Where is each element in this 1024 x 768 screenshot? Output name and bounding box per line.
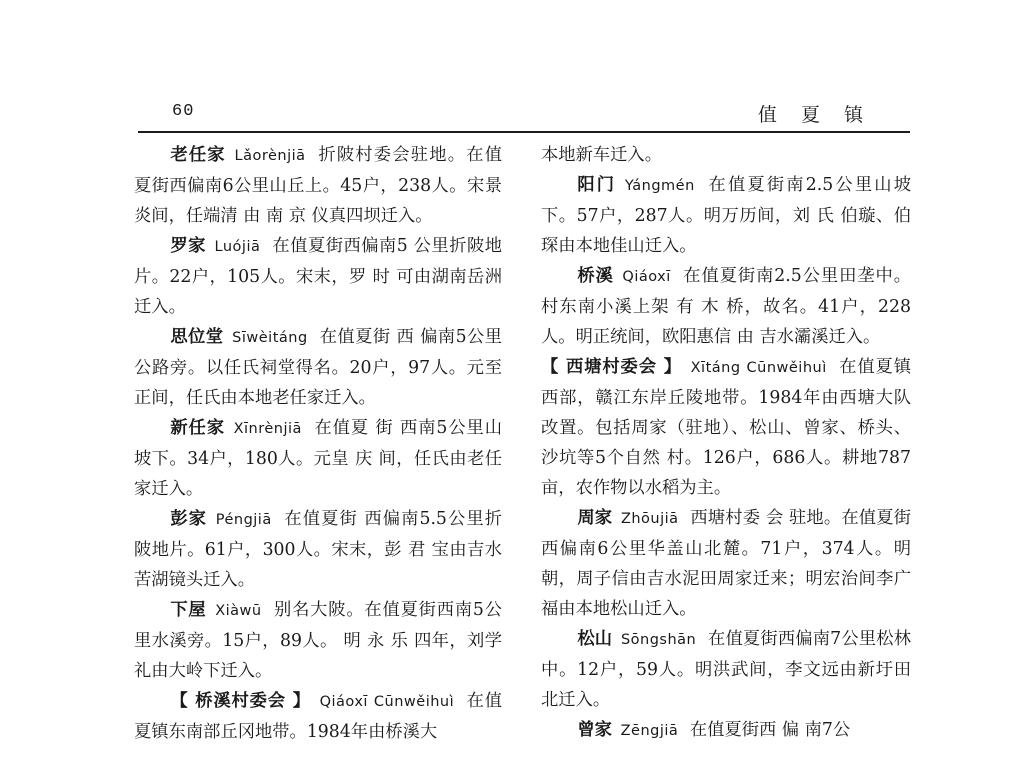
entry — [541, 261, 911, 352]
section-heading: 【 西塘村委会 】 — [541, 357, 682, 377]
entry-text: 在值夏街西偏南5 公里折陂地片。22户，105人。宋末，罗 时 可由湖南岳洲迁入。 — [134, 236, 502, 317]
entry-text: 在值夏街西 偏 南7公 — [689, 720, 851, 740]
page-number: 60 — [172, 102, 195, 121]
entry-headword: 老任家 — [170, 145, 226, 165]
entry-pinyin: Luójiā — [214, 239, 261, 255]
entry-pinyin: Zhōujiā — [620, 511, 679, 527]
entry-headword: 松山 — [577, 629, 613, 649]
section-heading: 【 桥溪村委会 】 — [170, 691, 311, 711]
right-column — [541, 140, 911, 746]
entry-headword: 阳门 — [577, 175, 617, 195]
entry-headword: 彭家 — [170, 509, 208, 529]
entry-text: 在值夏街南2.5公里山坡下。57户，287人。明万历间，刘 氏 伯璇、伯琛由本地佳山迁入。 — [541, 175, 911, 256]
entry-headword: 周家 — [577, 508, 613, 528]
entry-pinyin: Sīwèitáng — [232, 330, 308, 346]
entry — [134, 231, 502, 322]
entry — [541, 624, 911, 715]
entry — [134, 504, 502, 595]
continued-text: 本地新车迁入。 — [541, 145, 662, 165]
entry-pinyin: Lǎorènjiā — [234, 148, 306, 164]
entry-text: 在值夏街 西 偏南5公里公路旁。以任氏祠堂得名。20户，97人。元至正间，任氏由本地老任家迁入。 — [134, 327, 502, 408]
entry-pinyin: Yángmén — [624, 178, 695, 194]
section-entry — [541, 352, 911, 503]
entry-text: 折陂村委会驻地。在值夏街西偏南6公里山丘上。45户，238人。宋景炎间，任端清 由 南 京 仪真四坝迁入。 — [134, 145, 502, 226]
entry-pinyin: Zēngjiā — [620, 723, 679, 739]
entry-text: 别名大陂。在值夏街西南5公里水溪旁。15户，89人。 明 永 乐 四年，刘学礼由大岭下迁入。 — [134, 600, 502, 681]
entry-headword: 罗家 — [170, 236, 206, 256]
entry-text: 在值夏街 西偏南5.5公里折陂地片。61户，300人。宋末，彭 君 宝由吉水苦湖镜头迁入。 — [134, 509, 502, 590]
entry — [134, 413, 502, 504]
entry — [134, 595, 502, 686]
entry — [134, 322, 502, 413]
entry-pinyin: Qiáoxī — [622, 269, 671, 285]
section-pinyin: Qiáoxī Cūnwěihuì — [319, 694, 455, 710]
entry-pinyin: Xīnrènjiā — [233, 421, 302, 437]
entry — [541, 170, 911, 261]
entry-text: 在值夏街南2.5公里田垄中。村东南小溪上架 有 木 桥，故名。41户，228人。明正统间，欧阳惠信 由 吉水灞溪迁入。 — [541, 266, 911, 347]
section-text: 在值夏镇东南部丘冈地带。1984年由桥溪大 — [134, 691, 502, 742]
entry-headword: 曾家 — [577, 720, 612, 740]
entry — [541, 503, 911, 624]
entry-text: 在值夏街西偏南7公里松林中。12户，59人。明洪武间，李文远由新圩田北迁入。 — [541, 629, 911, 710]
running-title: 值 夏 镇 — [757, 104, 872, 126]
entry-headword: 桥溪 — [577, 266, 614, 286]
entry — [134, 140, 502, 231]
entry-headword: 思位堂 — [170, 327, 224, 347]
entry-text: 在值夏 街 西南5公里山坡下。34户，180人。元皇 庆 间，任氏由老任家迁入。 — [134, 418, 502, 499]
section-entry — [134, 686, 502, 747]
header-rule — [138, 131, 910, 133]
page-header — [0, 0, 1024, 140]
entry-headword: 新任家 — [170, 418, 225, 438]
entry-pinyin: Péngjiā — [215, 512, 272, 528]
entry-headword: 下屋 — [170, 600, 207, 620]
entry-pinyin: Sōngshān — [620, 632, 697, 648]
entry-text: 西塘村委 会 驻地。在值夏街西偏南6公里华盖山北麓。71户，374人。明朝，周子信由吉水泥田周家迁来；明宏治间李广福由本地松山迁入。 — [541, 508, 911, 619]
section-pinyin: Xītáng Cūnwěihuì — [690, 360, 827, 376]
left-column — [134, 140, 502, 747]
entry-pinyin: Xiàwū — [215, 603, 262, 619]
entry — [541, 715, 911, 746]
section-text: 在值夏镇西部，赣江东岸丘陵地带。1984年由西塘大队改置。包括周家（驻地）、松山、曾家、桥头、沙坑等5个自然 村。126户，686人。耕地787亩，农作物以水稻为主。 — [541, 357, 911, 498]
